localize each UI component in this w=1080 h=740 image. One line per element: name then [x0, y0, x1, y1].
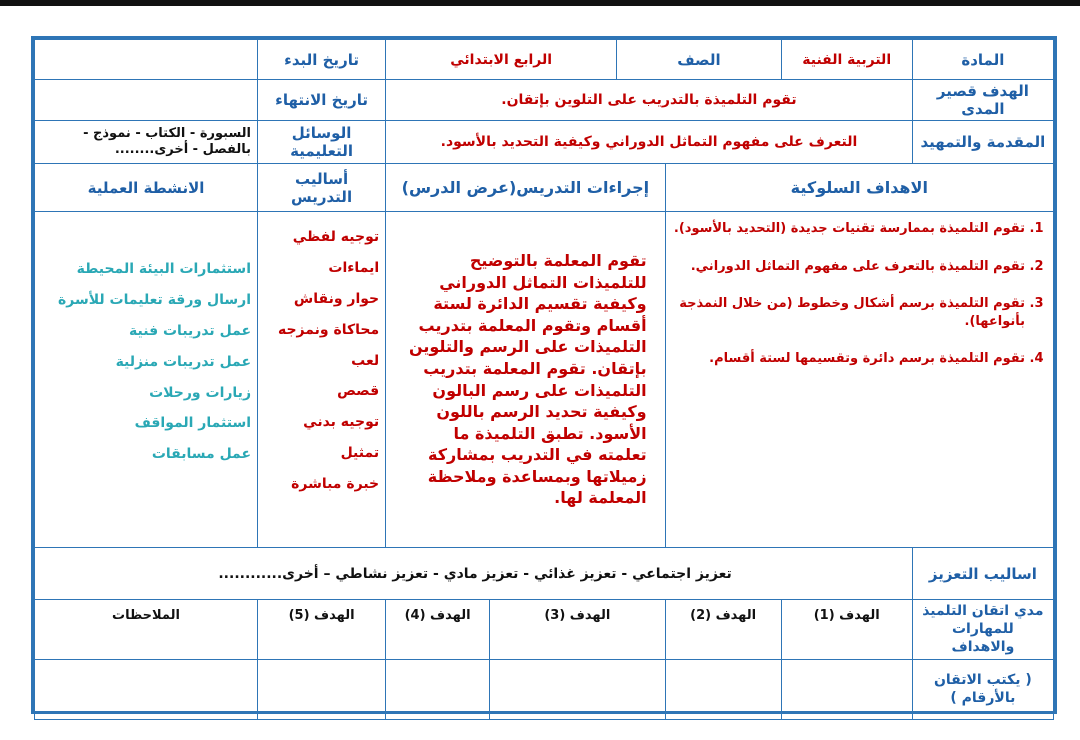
notes-header: الملاحظات	[35, 600, 258, 660]
aids-label: الوسائل التعليمية	[258, 121, 386, 164]
start-date-value[interactable]	[35, 40, 258, 80]
goal-2-header: الهدف (2)	[665, 600, 781, 660]
method-item: لعب	[351, 352, 380, 369]
objective-item: 1. تقوم التلميذة بممارسة تقنيات جديدة (التحديد بالأسود).	[672, 220, 1025, 238]
method-item: قصص	[337, 383, 380, 400]
objective-item: 4. تقوم التلميذة برسم دائرة وتقسيمها لستة أقسام.	[672, 350, 1025, 368]
numbers-label: ( يكتب الاتقان بالأرقام )	[912, 659, 1053, 719]
reinforcement-value: تعزيز اجتماعي - تعزيز غذائي - تعزيز مادي - تعزيز نشاطي – أخرى............	[35, 548, 913, 600]
goal-4-score[interactable]	[386, 659, 490, 719]
short-goal-label: الهدف قصير المدى	[912, 80, 1053, 121]
goal-1-header: الهدف (1)	[781, 600, 912, 660]
goal-2-score[interactable]	[665, 659, 781, 719]
goal-4-header: الهدف (4)	[386, 600, 490, 660]
methods-header: أساليب التدريس	[258, 164, 386, 212]
method-item: حوار ونقاش	[293, 290, 380, 307]
objectives-list	[672, 220, 1047, 368]
activity-item: عمل مسابقات	[151, 446, 252, 463]
procedures-text: تقوم المعلمة بالتوضيح للتلميذات التماثل الدوراني وكيفية تقسيم الدائرة لستة أقسام وتقوم المعلمة بتدريب التلميذات على الرسم والتلوين بإتقان. تقوم المعلمة بتدريب التلميذات على رسم البالون وكيفية تحديد الرسم باللون الأسود. تطبق التلميذة ما تعلمته في التدريب بمشاركة زميلاتها وبمساعدة وملاحظة المعلمة لها.	[386, 212, 665, 548]
short-goal-value: تقوم التلميذة بالتدريب على التلوين بإتقان.	[386, 80, 913, 121]
method-item: توجيه لفظي	[292, 229, 380, 245]
activities-cell	[35, 212, 258, 548]
activity-item: استثمار المواقف	[134, 415, 252, 432]
activity-item: استثمارات البيئة المحيطة	[76, 261, 252, 277]
lesson-plan-table	[34, 39, 1054, 720]
activities-header: الانشطة العملية	[35, 164, 258, 212]
procedures-header: إجراءات التدريس(عرض الدرس)	[386, 164, 665, 212]
goal-1-score[interactable]	[781, 659, 912, 719]
activity-item: ارسال ورقة تعليمات للأسرة	[58, 291, 252, 308]
objective-item: 3. تقوم التلميذة برسم أشكال وخطوط (من خلال النمذجة بأنواعها).	[672, 295, 1025, 330]
methods-list	[264, 228, 379, 494]
grade-value: الرابع الابتدائي	[386, 40, 617, 80]
intro-label: المقدمة والتمهيد	[912, 121, 1053, 164]
aids-value: السبورة - الكتاب - نموذج - بالفصل - أخرى........	[35, 121, 258, 164]
reinforcement-label: اساليب التعزيز	[912, 548, 1053, 600]
method-item: خبرة مباشرة	[291, 476, 380, 493]
activities-list	[41, 260, 251, 464]
activity-item: عمل تدريبات منزلية	[115, 353, 252, 370]
subject-label: المادة	[912, 40, 1053, 80]
intro-value: التعرف على مفهوم التماثل الدوراني وكيفية التحديد بالأسود.	[386, 121, 913, 164]
objective-item: 2. تقوم التلميذة بالتعرف على مفهوم التماثل الدوراني.	[672, 258, 1025, 276]
objectives-cell	[665, 212, 1053, 548]
subject-value: التربية الفنية	[781, 40, 912, 80]
activity-item: زيارات ورحلات	[149, 384, 252, 401]
method-item: تمثيل	[340, 445, 380, 462]
notes-value[interactable]	[35, 659, 258, 719]
method-item: محاكاة ونمزجه	[277, 321, 380, 338]
start-date-label: تاريخ البدء	[258, 40, 386, 80]
mastery-label: مدي اتقان التلميذ للمهارات والاهداف	[912, 600, 1053, 660]
grade-label: الصف	[617, 40, 781, 80]
method-item: توجيه بدني	[303, 414, 380, 431]
goal-3-header: الهدف (3)	[490, 600, 666, 660]
activity-item: عمل تدريبات فنية	[129, 322, 252, 339]
methods-cell	[258, 212, 386, 548]
goal-3-score[interactable]	[490, 659, 666, 719]
objectives-header: الاهداف السلوكية	[665, 164, 1053, 212]
method-item: ايماءات	[328, 259, 380, 276]
goal-5-header: الهدف (5)	[258, 600, 386, 660]
end-date-label: تاريخ الانتهاء	[258, 80, 386, 121]
end-date-value[interactable]	[35, 80, 258, 121]
top-edge-bar	[0, 0, 1080, 6]
goal-5-score[interactable]	[258, 659, 386, 719]
